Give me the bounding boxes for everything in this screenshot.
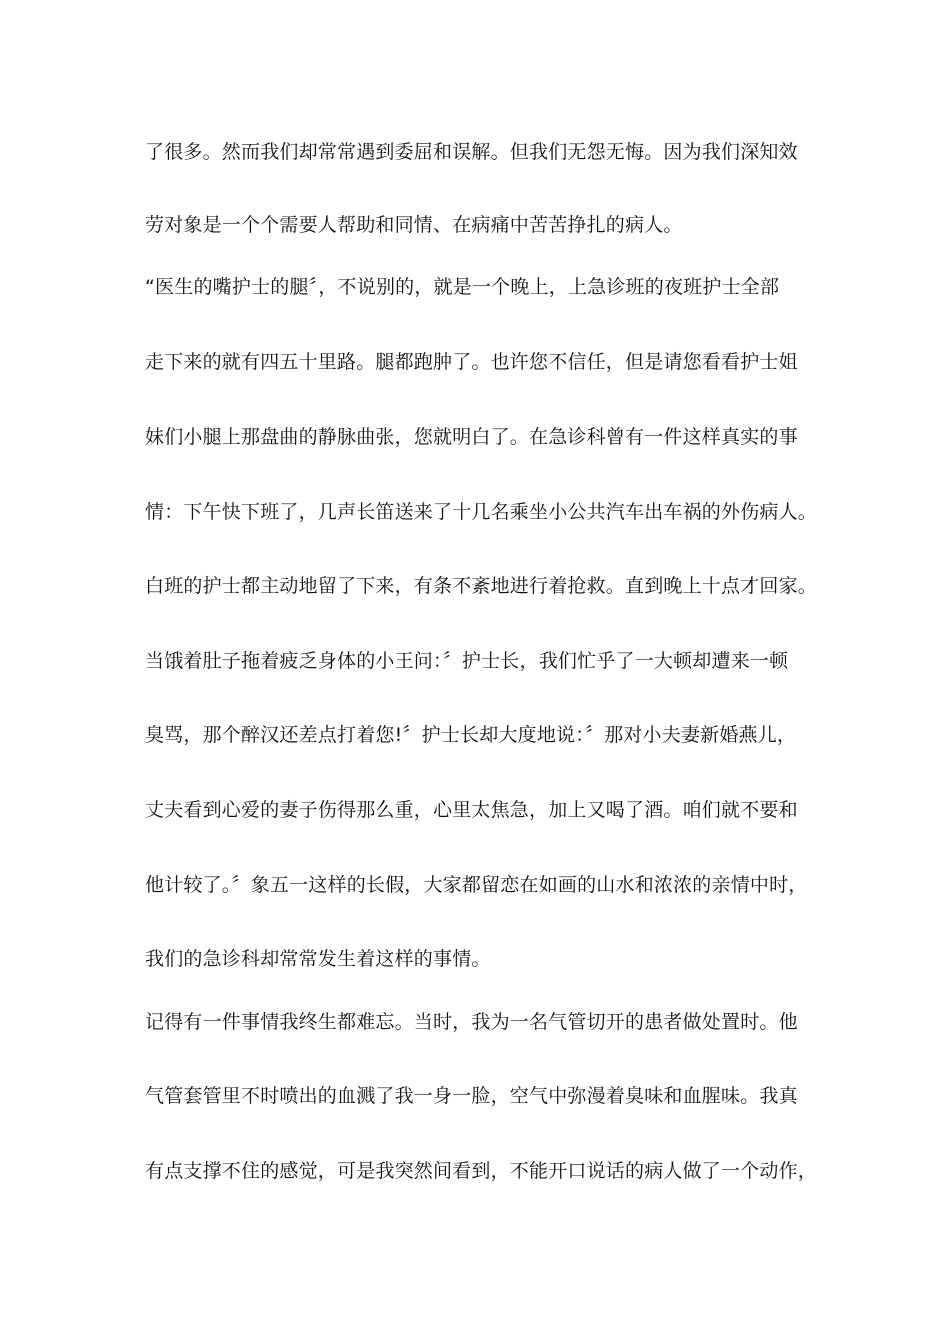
text-line: 臭骂，那个醉汉还差点打着您!〞护士长却大度地说：〞那对小夫妻新婚燕儿，: [145, 724, 797, 746]
text-line: 走下来的就有四五十里路。腿都跑肿了。也许您不信任，但是请您看看护士姐: [145, 351, 798, 373]
text-line: 我们的急诊科却常常发生着这样的事情。: [145, 948, 491, 970]
text-line: “医生的嘴护士的腿〞，不说别的，就是一个晚上，上急诊班的夜班护士全部: [145, 276, 780, 298]
text-line: 劳对象是一个个需要人帮助和同情、在病痛中苦苦挣扎的病人。: [145, 214, 683, 236]
text-line: 情：下午快下班了，几声长笛送来了十几名乘坐小公共汽车出车祸的外伤病人。: [145, 501, 818, 523]
text-line: 白班的护士都主动地留了下来，有条不紊地进行着抢救。直到晚上十点才回家。: [145, 575, 818, 597]
text-line: 丈夫看到心爱的妻子伤得那么重，心里太焦急，加上又喝了酒。咱们就不要和: [145, 799, 798, 821]
text-line: 当饿着肚子拖着疲乏身体的小王问：〞护士长，我们忙乎了一大顿却遭来一顿: [145, 650, 789, 672]
text-line: 记得有一件事情我终生都难忘。当时，我为一名气管切开的患者做处置时。他: [145, 1011, 798, 1033]
text-line: 有点支撑不住的感觉，可是我突然间看到，不能开口说话的病人做了一个动作，: [145, 1160, 818, 1182]
text-line: 气管套管里不时喷出的血溅了我一身一脸，空气中弥漫着臭味和血腥味。我真: [145, 1085, 798, 1107]
text-line: 妹们小腿上那盘曲的静脉曲张，您就明白了。在急诊科曾有一件这样真实的事: [145, 426, 798, 448]
text-line: 他计较了。〞象五一这样的长假，大家都留恋在如画的山水和浓浓的亲情中时，: [145, 874, 808, 896]
text-line: 了很多。然而我们却常常遇到委屈和误解。但我们无怨无悔。因为我们深知效: [145, 141, 798, 163]
